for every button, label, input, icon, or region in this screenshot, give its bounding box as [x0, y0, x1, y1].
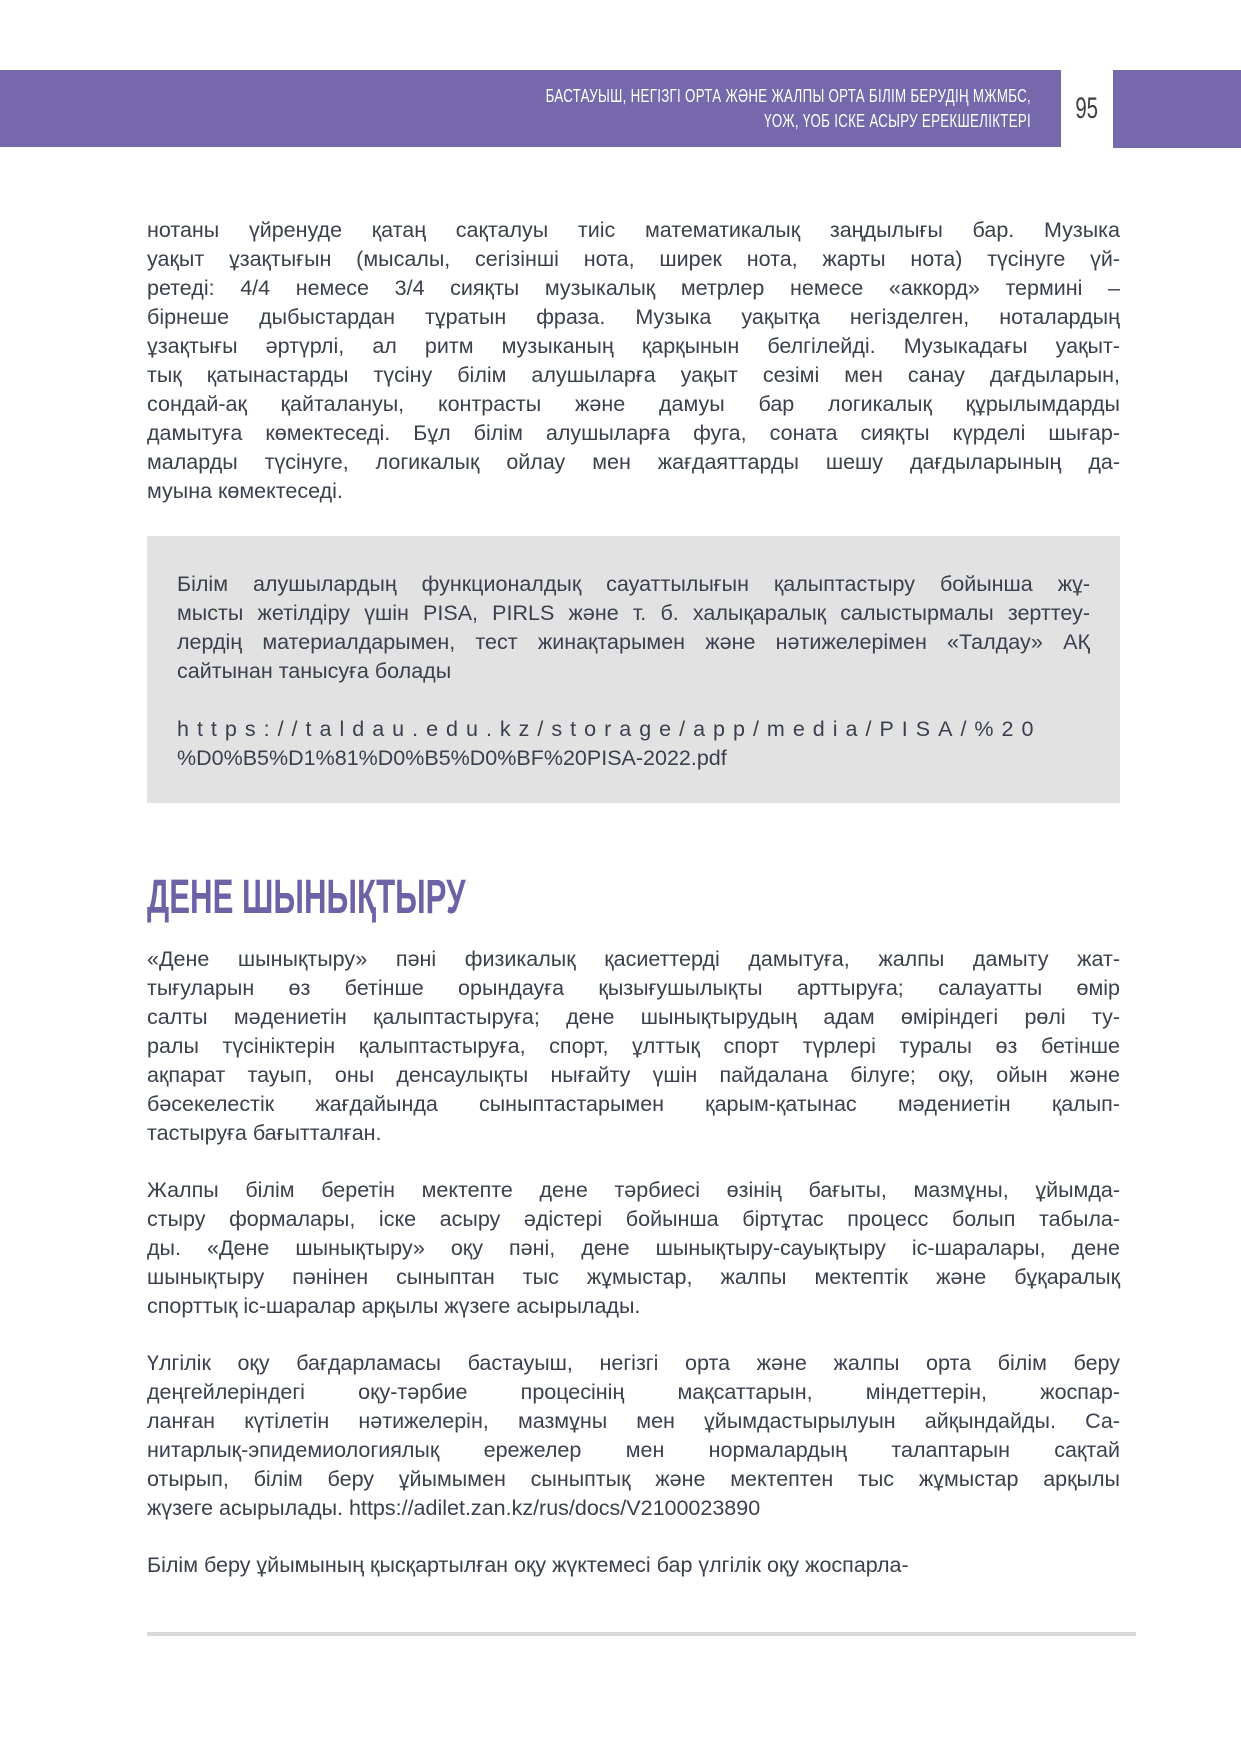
text-line: жүзеге асырылады. https://adilet.zan.kz/rus/docs/V2100023890 — [147, 1496, 761, 1520]
text-line: ралы түсініктерін қалыптастыруға, спорт, ұлттық спорт түрлері туралы өз бетінше — [147, 1034, 1120, 1058]
text-line: ұзақтығы әртүрлі, ал ритм музыканың қарқынын белгілейді. Музыкадағы уақыт- — [147, 334, 1120, 358]
text-line: нитарлық-эпидемиологиялық ережелер мен нормалардың талаптарын сақтай — [147, 1438, 1120, 1462]
text-line: муына көмектеседі. — [147, 479, 343, 503]
text-line: тық қатынастарды түсіну білім алушыларға уақыт сезімі мен санау дағдыларын, — [147, 363, 1120, 387]
text-line: ланған күтілетін нәтижелерін, мазмұны мен ұйымдастырылуын айқындайды. Са- — [147, 1409, 1120, 1433]
page-content — [147, 216, 1120, 1636]
text-line: мысты жетілдіру үшін PISA, PIRLS және т. б. халықаралық салыстырмалы зерттеу- — [177, 601, 1090, 625]
text-line: тығуларын өз бетінше орындауға қызығушылықты арттыруға; салауатты өмір — [147, 976, 1120, 1000]
text-line: салты мәдениетін қалыптастыруға; дене шынықтырудың адам өміріндегі рөлі ту- — [147, 1005, 1120, 1029]
text-line: бәсекелестік жағдайында сыныптастарымен қарым-қатынас мәдениетін қалып- — [147, 1092, 1120, 1116]
text-line: дамытуға көмектеседі. Бұл білім алушыларға фуга, соната сияқты күрделі шығар- — [147, 421, 1120, 445]
info-box-url-line2[interactable]: %D0%B5%D1%81%D0%B5%D0%BF%20PISA-2022.pdf — [177, 746, 727, 770]
footer-divider — [147, 1632, 1136, 1636]
text-line: отырып, білім беру ұйымымен сыныптық және мектептен тыс жұмыстар арқылы — [147, 1467, 1120, 1491]
text-line: «Дене шынықтыру» пәні физикалық қасиеттерді дамытуға, жалпы дамыту жат- — [147, 947, 1120, 971]
running-header-line2: ҮОЖ, ҮОБ ІСКЕ АСЫРУ ЕРЕКШЕЛІКТЕРІ — [764, 110, 1031, 131]
text-line: тастыруға бағытталған. — [147, 1121, 382, 1145]
text-line: Білім алушылардың функционалдық сауаттылығын қалыптастыру бойынша жұ- — [177, 572, 1090, 596]
section-heading: ДЕНЕ ШЫНЫҚТЫРУ — [147, 871, 466, 924]
info-box — [147, 536, 1120, 803]
running-header-title — [546, 84, 1031, 134]
text-line: Білім беру ұйымының қысқартылған оқу жүктемесі бар үлгілік оқу жоспарла- — [147, 1553, 909, 1577]
intro-paragraph — [147, 216, 1120, 506]
text-line: маларды түсінуге, логикалық ойлау мен жағдаяттарды шешу дағдыларының да- — [147, 450, 1120, 474]
text-line: ретеді: 4/4 немесе 3/4 сияқты музыкалық метрлер немесе «аккорд» термині – — [147, 276, 1120, 300]
text-line: бірнеше дыбыстардан тұратын фраза. Музыка уақытқа негізделген, ноталардың — [147, 305, 1120, 329]
text-line: деңгейлеріндегі оқу-тәрбие процесінің мақсаттарын, міндеттерін, жоспар- — [147, 1380, 1120, 1404]
text-line: ды. «Дене шынықтыру» оқу пәні, дене шынықтыру-сауықтыру іс-шаралары, дене — [147, 1236, 1120, 1260]
paragraph-physical-education-3 — [147, 1349, 1120, 1523]
info-box-url-line1[interactable]: https://taldau.edu.kz/storage/app/media/PISA/%20 — [177, 717, 1042, 741]
text-line: Жалпы білім беретін мектепте дене тәрбиесі өзінің бағыты, мазмұны, ұйымда- — [147, 1178, 1120, 1202]
header-bar — [0, 70, 1061, 147]
text-line: шынықтыру пәнінен сыныптан тыс жұмыстар, жалпы мектептік және бұқаралық — [147, 1265, 1120, 1289]
page-number: 95 — [1075, 91, 1099, 125]
running-header-line1: БАСТАУЫШ, НЕГІЗГІ ОРТА ЖӘНЕ ЖАЛПЫ ОРТА БІЛІМ БЕРУДІҢ МЖМБС, — [545, 85, 1031, 106]
text-line: нотаны үйренуде қатаң сақталуы тиіс математикалық заңдылығы бар. Музыка — [147, 218, 1120, 242]
text-line: Үлгілік оқу бағдарламасы бастауыш, негізгі орта және жалпы орта білім беру — [147, 1351, 1120, 1375]
paragraph-physical-education-1 — [147, 945, 1120, 1148]
paragraph-physical-education-2 — [147, 1176, 1120, 1321]
text-line: спорттық іс-шаралар арқылы жүзеге асырылады. — [147, 1294, 641, 1318]
text-line: ақпарат тауып, оны денсаулықты нығайту үшін пайдалана білуге; оқу, ойын және — [147, 1063, 1120, 1087]
info-box-text — [177, 570, 1090, 686]
header-side-block — [1113, 70, 1241, 148]
paragraph-physical-education-4 — [147, 1551, 1120, 1580]
text-line: сондай-ақ қайталануы, контрасты және дамуы бар логикалық құрылымдарды — [147, 392, 1120, 416]
text-line: уақыт ұзақтығын (мысалы, сегізінші нота, ширек нота, жарты нота) түсінуге үй- — [147, 247, 1120, 271]
text-line: лердің материалдарымен, тест жинақтарымен және нәтижелерімен «Талдау» АҚ — [177, 630, 1090, 654]
text-line: сайтынан танысуға болады — [177, 659, 452, 683]
text-line: стыру формалары, іске асыру әдістері бойынша біртұтас процесс болып табыла- — [147, 1207, 1120, 1231]
info-box-url[interactable] — [177, 715, 1090, 773]
